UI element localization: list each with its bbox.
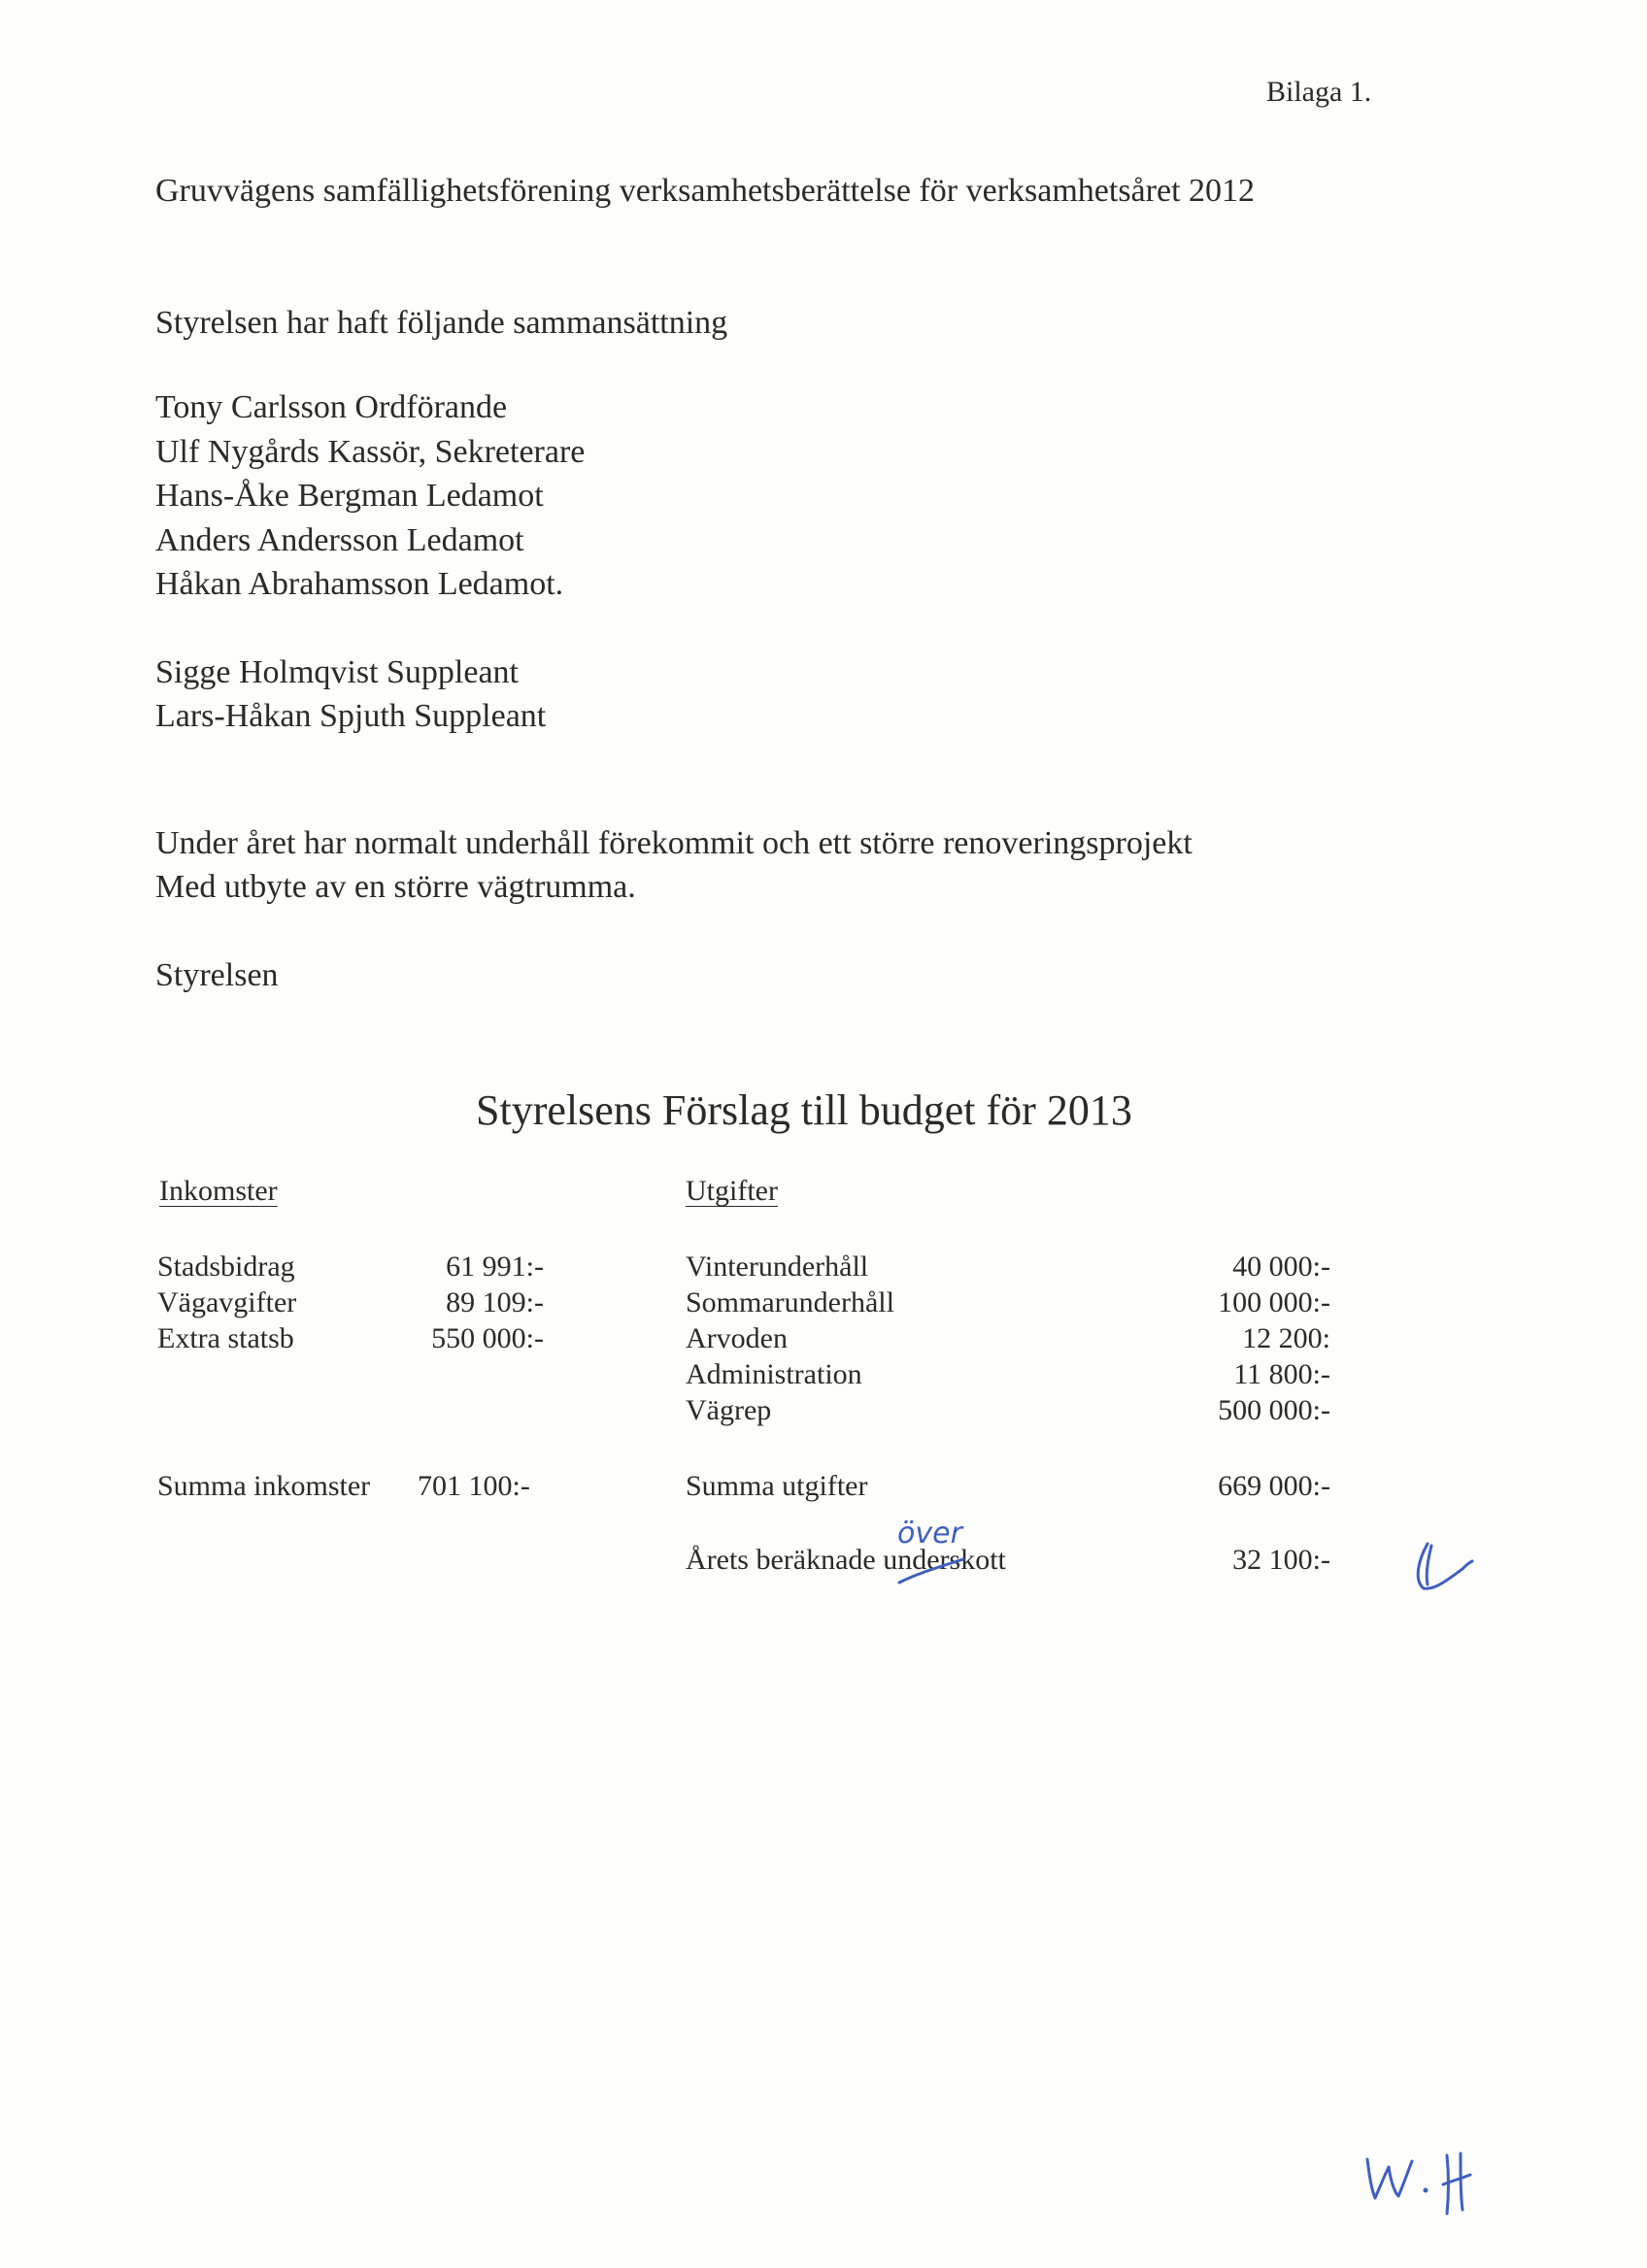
handwritten-signature [1360, 2136, 1496, 2223]
board-deputy: Sigge Holmqvist Suppleant [155, 654, 519, 690]
result-amount: 32 100:- [1232, 1544, 1330, 1576]
income-amount: 550 000:- [431, 1322, 544, 1354]
income-label: Extra statsb [157, 1322, 294, 1354]
expense-label: Vinterunderhåll [686, 1251, 869, 1283]
expense-label: Arvoden [686, 1322, 788, 1354]
result-suffix: skott [949, 1544, 1006, 1576]
expense-total-amount: 669 000:- [1218, 1470, 1330, 1502]
income-header: Inkomster [159, 1175, 278, 1207]
board-intro: Styrelsen har haft följande sammansättning [155, 305, 728, 341]
income-total-label: Summa inkomster [157, 1470, 371, 1502]
expense-label: Administration [686, 1358, 862, 1390]
budget-title: Styrelsens Förslag till budget för 2013 [476, 1086, 1132, 1134]
income-amount: 61 991:- [446, 1251, 544, 1283]
income-label: Stadsbidrag [157, 1251, 295, 1283]
income-label: Vägavgifter [157, 1286, 297, 1318]
board-member: Tony Carlsson Ordförande [155, 389, 508, 425]
expense-header: Utgifter [686, 1175, 778, 1207]
expense-amount: 11 800:- [1233, 1358, 1330, 1390]
board-member: Anders Andersson Ledamot [155, 522, 524, 558]
document-heading: Gruvvägens samfällighetsförening verksamhetsberättelse för verksamhetsåret 2012 [155, 173, 1256, 209]
expense-label: Vägrep [686, 1394, 772, 1426]
board-member: Hans-Åke Bergman Ledamot [155, 478, 544, 514]
annex-label: Bilaga 1. [1266, 76, 1372, 108]
expense-total-label: Summa utgifter [686, 1470, 868, 1502]
expense-amount: 12 200: [1242, 1322, 1330, 1354]
expense-amount: 100 000:- [1218, 1286, 1330, 1318]
board-member: Håkan Abrahamsson Ledamot. [155, 566, 564, 602]
handwritten-correction: över [897, 1517, 962, 1551]
income-amount: 89 109:- [446, 1286, 544, 1318]
handwritten-strike [893, 1553, 971, 1592]
handwritten-initial-mark [1406, 1532, 1484, 1600]
result-struck-word: under [883, 1544, 950, 1576]
expense-amount: 40 000:- [1232, 1251, 1330, 1283]
board-deputy: Lars-Håkan Spjuth Suppleant [155, 698, 547, 734]
board-member: Ulf Nygårds Kassör, Sekreterare [155, 434, 586, 470]
expense-label: Sommarunderhåll [686, 1286, 894, 1318]
result-prefix: Årets beräknade [686, 1544, 884, 1576]
income-total-amount: 701 100:- [418, 1470, 530, 1502]
report-line: Under året har normalt underhåll förekommit och ett större renoveringsprojekt [155, 825, 1193, 861]
expense-amount: 500 000:- [1218, 1394, 1330, 1426]
report-line: Med utbyte av en större vägtrumma. [155, 869, 636, 905]
signature: Styrelsen [155, 957, 279, 993]
